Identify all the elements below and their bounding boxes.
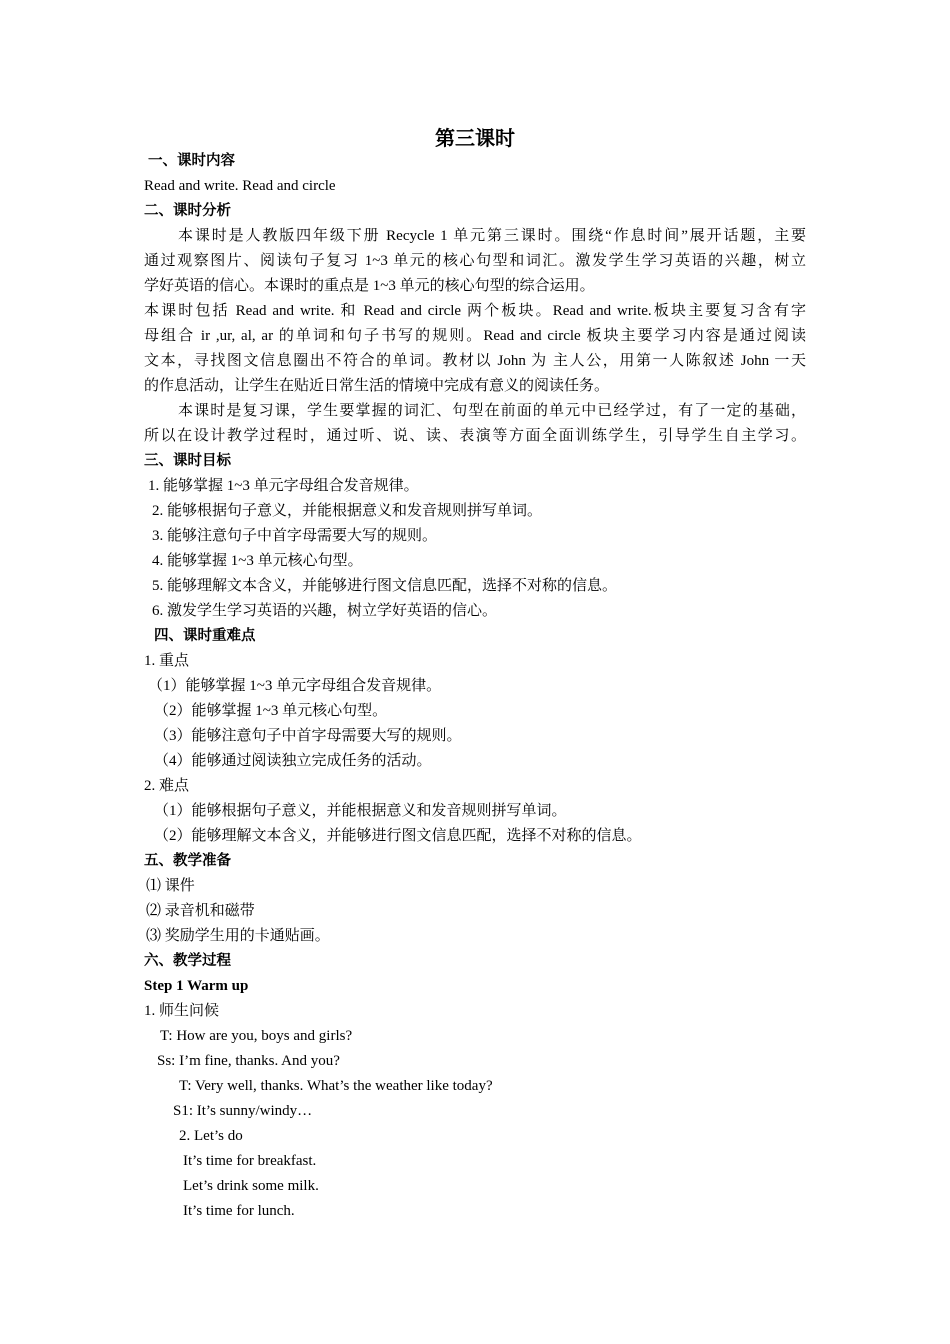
objective-item: 3. 能够注意句子中首字母需要大写的规则。 xyxy=(152,528,438,544)
objective-item: 2. 能够根据句子意义，并能根据意义和发音规则拼写单词。 xyxy=(152,503,543,519)
section-heading-content: 一、课时内容 xyxy=(148,153,235,169)
chant-line: It’s time for lunch. xyxy=(183,1203,295,1219)
preparation-item: ⑵ 录音机和磁带 xyxy=(146,903,255,919)
key-point-item: （4）能够通过阅读独立完成任务的活动。 xyxy=(154,753,432,769)
analysis-line: 文本，寻找图文信息圈出不符合的单词。教材以 John 为 主人公，用第一人陈叙述 John 一天 xyxy=(144,353,806,369)
dialogue-line: Ss: I’m fine, thanks. And you? xyxy=(157,1053,340,1069)
preparation-item: ⑶ 奖励学生用的卡通贴画。 xyxy=(146,928,330,944)
key-point-item: （2）能够掌握 1~3 单元核心句型。 xyxy=(154,703,388,719)
section-heading-preparation: 五、教学准备 xyxy=(144,853,231,869)
analysis-line: 本课时是复习课，学生要掌握的词汇、句型在前面的单元中已经学过，有了一定的基础， xyxy=(178,403,806,419)
dialogue-line: S1: It’s sunny/windy… xyxy=(173,1103,313,1119)
analysis-line: 本课时是人教版四年级下册 Recycle 1 单元第三课时。围绕“作息时间”展开话题，主要 xyxy=(178,228,806,244)
objective-item: 6. 激发学生学习英语的兴趣，树立学好英语的信心。 xyxy=(152,603,498,619)
key-point-item: （3）能够注意句子中首字母需要大写的规则。 xyxy=(154,728,462,744)
process-item: 2. Let’s do xyxy=(179,1128,243,1144)
analysis-line: 本课时包括 Read and write. 和 Read and circle 两个板块。Read and write.板块主要复习含有字 xyxy=(144,303,806,319)
objective-item: 4. 能够掌握 1~3 单元核心句型。 xyxy=(152,553,363,569)
section-heading-process: 六、教学过程 xyxy=(144,953,231,969)
section-heading-objectives: 三、课时目标 xyxy=(144,453,231,469)
process-item: 1. 师生问候 xyxy=(144,1003,220,1019)
section-heading-key-points: 四、课时重难点 xyxy=(154,628,256,644)
analysis-line: 通过观察图片、阅读句子复习 1~3 单元的核心句型和词汇。激发学生学习英语的兴趣，树立 xyxy=(144,253,806,269)
preparation-item: ⑴ 课件 xyxy=(146,878,195,894)
key-points-label: 1. 重点 xyxy=(144,653,190,669)
page-title: 第三课时 xyxy=(435,126,515,150)
chant-line: Let’s drink some milk. xyxy=(183,1178,319,1194)
chant-line: It’s time for breakfast. xyxy=(183,1153,317,1169)
difficulty-item: （2）能够理解文本含义，并能够进行图文信息匹配，选择不对称的信息。 xyxy=(154,828,642,844)
key-point-item: （1）能够掌握 1~3 单元字母组合发音规律。 xyxy=(148,678,442,694)
objective-item: 1. 能够掌握 1~3 单元字母组合发音规律。 xyxy=(148,478,419,494)
step-heading: Step 1 Warm up xyxy=(144,978,249,994)
analysis-line: 学好英语的信心。本课时的重点是 1~3 单元的核心句型的综合运用。 xyxy=(144,278,595,294)
dialogue-line: T: How are you, boys and girls? xyxy=(160,1028,353,1044)
analysis-line: 所以在设计教学过程时，通过听、说、读、表演等方面全面训练学生，引导学生自主学习。 xyxy=(144,428,806,444)
analysis-line: 母组合 ir ,ur, al, ar 的单词和句子书写的规则。Read and circle 板块主要学习内容是通过阅读 xyxy=(144,328,806,344)
section-content-text: Read and write. Read and circle xyxy=(144,178,336,194)
dialogue-line: T: Very well, thanks. What’s the weather like today? xyxy=(179,1078,493,1094)
objective-item: 5. 能够理解文本含义，并能够进行图文信息匹配，选择不对称的信息。 xyxy=(152,578,618,594)
analysis-line: 的作息活动，让学生在贴近日常生活的情境中完成有意义的阅读任务。 xyxy=(144,378,610,394)
section-heading-analysis: 二、课时分析 xyxy=(144,203,231,219)
difficulty-label: 2. 难点 xyxy=(144,778,190,794)
difficulty-item: （1）能够根据句子意义，并能根据意义和发音规则拼写单词。 xyxy=(154,803,567,819)
